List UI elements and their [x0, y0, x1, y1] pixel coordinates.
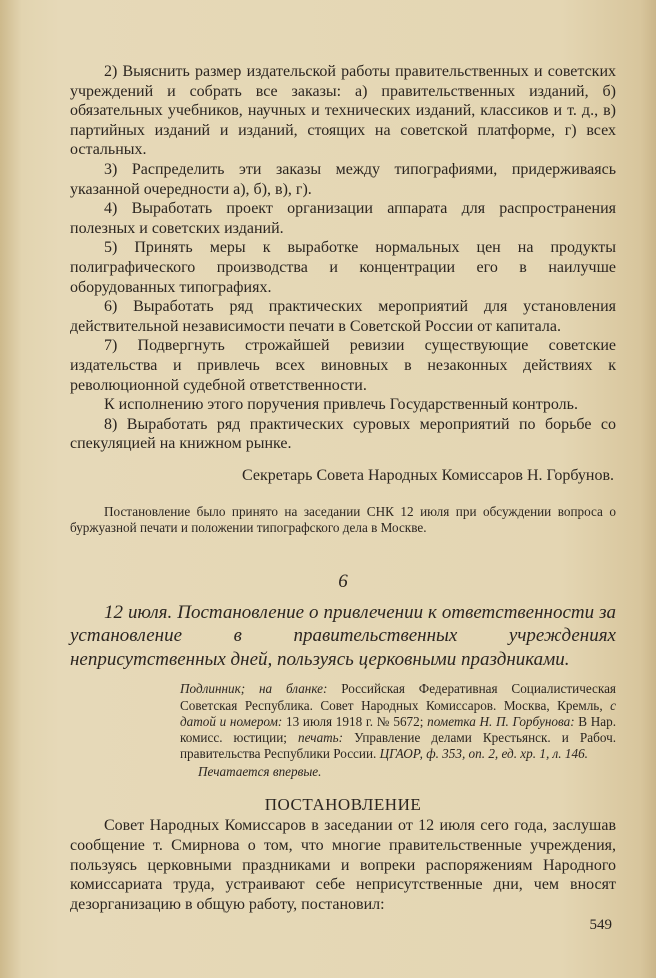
paragraph-item-7: 7) Подвергнуть строжайшей ревизии существующие советские издательства и привлечь всех виновных в незаконных действиях к революционной судебной ответственности. [70, 337, 616, 394]
resolution-body: Совет Народных Комиссаров в заседании от 12 июля сего года, заслушав сообщение т. Смирнова о том, что многие правительственные учреждения, пользуясь церковными праздниками и вопреки распоряжениям Народного комиссариата труда, устраивают себе неприсутственные дни, чем вносят дезорганизацию в общую работу, постановил: [70, 817, 616, 913]
paragraph-item-6: 6) Выработать ряд практических мероприятий для установления действительной независимости печати в Советской России от капитала. [70, 298, 616, 335]
paragraph-item-8: 8) Выработать ряд практических суровых мероприятий по борьбе со спекуляцией на книжном рынке. [70, 415, 616, 453]
source-note [180, 681, 616, 762]
document-number: 6 [338, 570, 348, 592]
source-label-mark: пометка Н. П. Горбунова: [427, 713, 575, 729]
resolution-heading: ПОСТАНОВЛЕНИЕ [264, 795, 422, 815]
source-mark-text: В Нар. комисс. юстиции; [180, 713, 617, 745]
document-title: 12 июля. Постановление о привлечении к ответственности за установление в правительственных учреждениях неприсутственных дней, пользуясь церковными праздниками. [70, 601, 616, 670]
source-label-stamp: печать: [298, 729, 344, 745]
source-label-original: Подлинник; на бланке: [180, 681, 328, 697]
source-archive: ЦГАОР, ф. 353, оп. 2, ед. хр. 1, л. 146. [379, 746, 588, 762]
paragraph-item-3: 3) Распределить эти заказы между типографиями, придерживаясь указанной очередности а), б), в), г). [70, 160, 616, 198]
published-note: Печатается впервые. [198, 764, 322, 780]
source-label-date: с датой и номером: [180, 697, 617, 729]
paragraph-item-4: 4) Выработать проект организации аппарата для распространения полезных и советских изданий. [70, 200, 616, 237]
paragraph-item-5: 5) Принять меры к выработке нормальных цен на продукты полиграфического производства и концентрации его в наилучше оборудованных типографиях. [70, 239, 616, 296]
page-number: 549 [589, 917, 612, 933]
paragraph-state-control: К исполнению этого поручения привлечь Государственный контроль. [104, 396, 578, 414]
source-blank-text: Российская Федеративная Социалистическая Советская Республика. Совет Народных Комиссаров. Москва, Кремль, [180, 681, 616, 713]
paragraph-item-2: 2) Выяснить размер издательской работы правительственных и советских учреждений и собрать все заказы: а) правительственных изданий, б) обязательных учебников, научных и технических изданий, классиков и т. д., в) партийных изданий и изданий, стоящих на советской платформе, г) всех остальных. [70, 63, 616, 159]
adoption-note: Постановление было принято на заседании СНК 12 июля при обсуждении вопроса о буржуазной печати и положении типографского дела в Москве. [70, 503, 616, 536]
source-stamp-text: Управление делами Крестьянск. и Рабоч. правительства Республики России. [180, 729, 616, 762]
signature: Секретарь Совета Народных Комиссаров Н. Горбунов. [242, 466, 614, 484]
page-content [70, 62, 616, 914]
source-date-text: 13 июля 1918 г. № 5672; [286, 713, 424, 729]
